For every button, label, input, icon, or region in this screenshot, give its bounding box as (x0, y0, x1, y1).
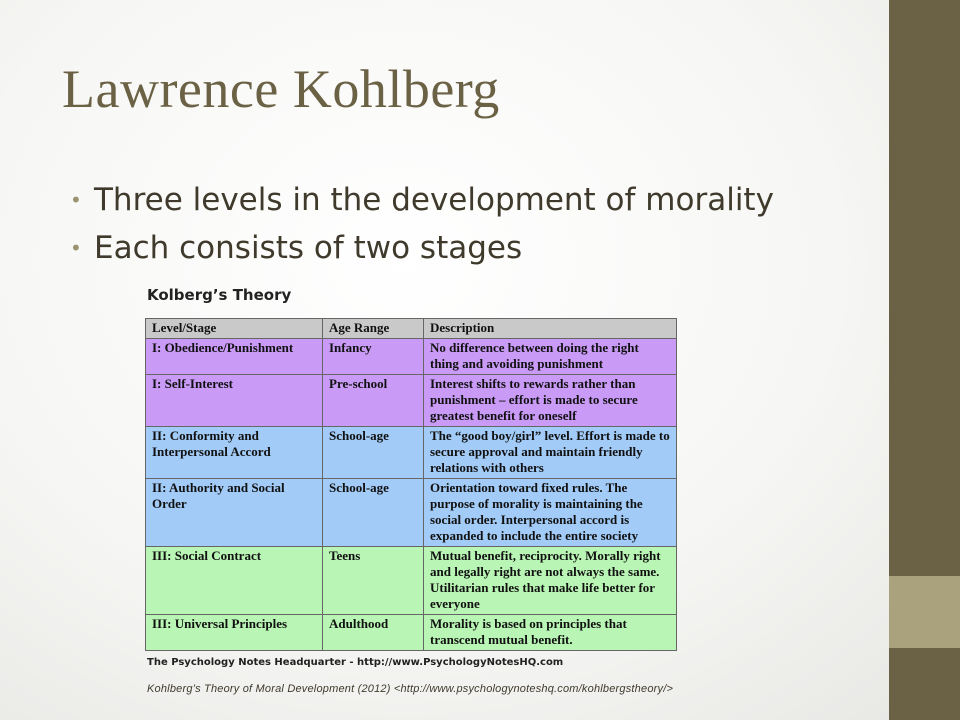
cell-level: I: Obedience/Punishment (146, 339, 323, 375)
bullet-text: Three levels in the development of morality (94, 182, 774, 218)
cell-description: Morality is based on principles that transcend mutual benefit. (424, 615, 677, 651)
bullet-dot-icon: • (70, 236, 82, 260)
cell-description: Orientation toward fixed rules. The purpose of morality is maintaining the social order. Interpersonal accord is expanded to include the entire society (424, 479, 677, 547)
table-row (146, 427, 677, 479)
bullet-item (70, 224, 774, 272)
cell-age: Adulthood (323, 615, 424, 651)
cell-description: Interest shifts to rewards rather than punishment – effort is made to secure greatest benefit for oneself (424, 375, 677, 427)
cell-level: III: Social Contract (146, 547, 323, 615)
table-header-row (146, 319, 677, 339)
bullet-text: Each consists of two stages (94, 230, 523, 266)
kohlberg-table (145, 318, 677, 651)
table-row (146, 339, 677, 375)
table-row (146, 547, 677, 615)
bullet-dot-icon: • (70, 188, 82, 212)
cell-level: III: Universal Principles (146, 615, 323, 651)
side-decor-bar (889, 0, 960, 720)
cell-description: Mutual benefit, reciprocity. Morally right and legally right are not always the same. Utilitarian rules that make life better for everyone (424, 547, 677, 615)
table-row (146, 479, 677, 547)
cell-level: I: Self-Interest (146, 375, 323, 427)
table-source: The Psychology Notes Headquarter - http://www.PsychologyNotesHQ.com (147, 657, 564, 668)
header-level-stage: Level/Stage (146, 319, 323, 339)
bullet-list (70, 176, 774, 272)
cell-age: School-age (323, 427, 424, 479)
cell-age: Teens (323, 547, 424, 615)
cell-description: The “good boy/girl” level. Effort is made to secure approval and maintain friendly relations with others (424, 427, 677, 479)
slide-caption: Kohlberg’s Theory of Moral Development (2012) <http://www.psychologynoteshq.com/kohlbergstheory/> (147, 683, 674, 695)
cell-level: II: Conformity and Interpersonal Accord (146, 427, 323, 479)
cell-age: School-age (323, 479, 424, 547)
bullet-item (70, 176, 774, 224)
header-description: Description (424, 319, 677, 339)
table-row (146, 615, 677, 651)
side-decor-accent (889, 576, 960, 648)
header-age-range: Age Range (323, 319, 424, 339)
cell-level: II: Authority and Social Order (146, 479, 323, 547)
cell-description: No difference between doing the right thing and avoiding punishment (424, 339, 677, 375)
cell-age: Pre-school (323, 375, 424, 427)
cell-age: Infancy (323, 339, 424, 375)
table-title: Kolberg’s Theory (147, 286, 292, 304)
slide-title: Lawrence Kohlberg (62, 59, 500, 119)
table-row (146, 375, 677, 427)
